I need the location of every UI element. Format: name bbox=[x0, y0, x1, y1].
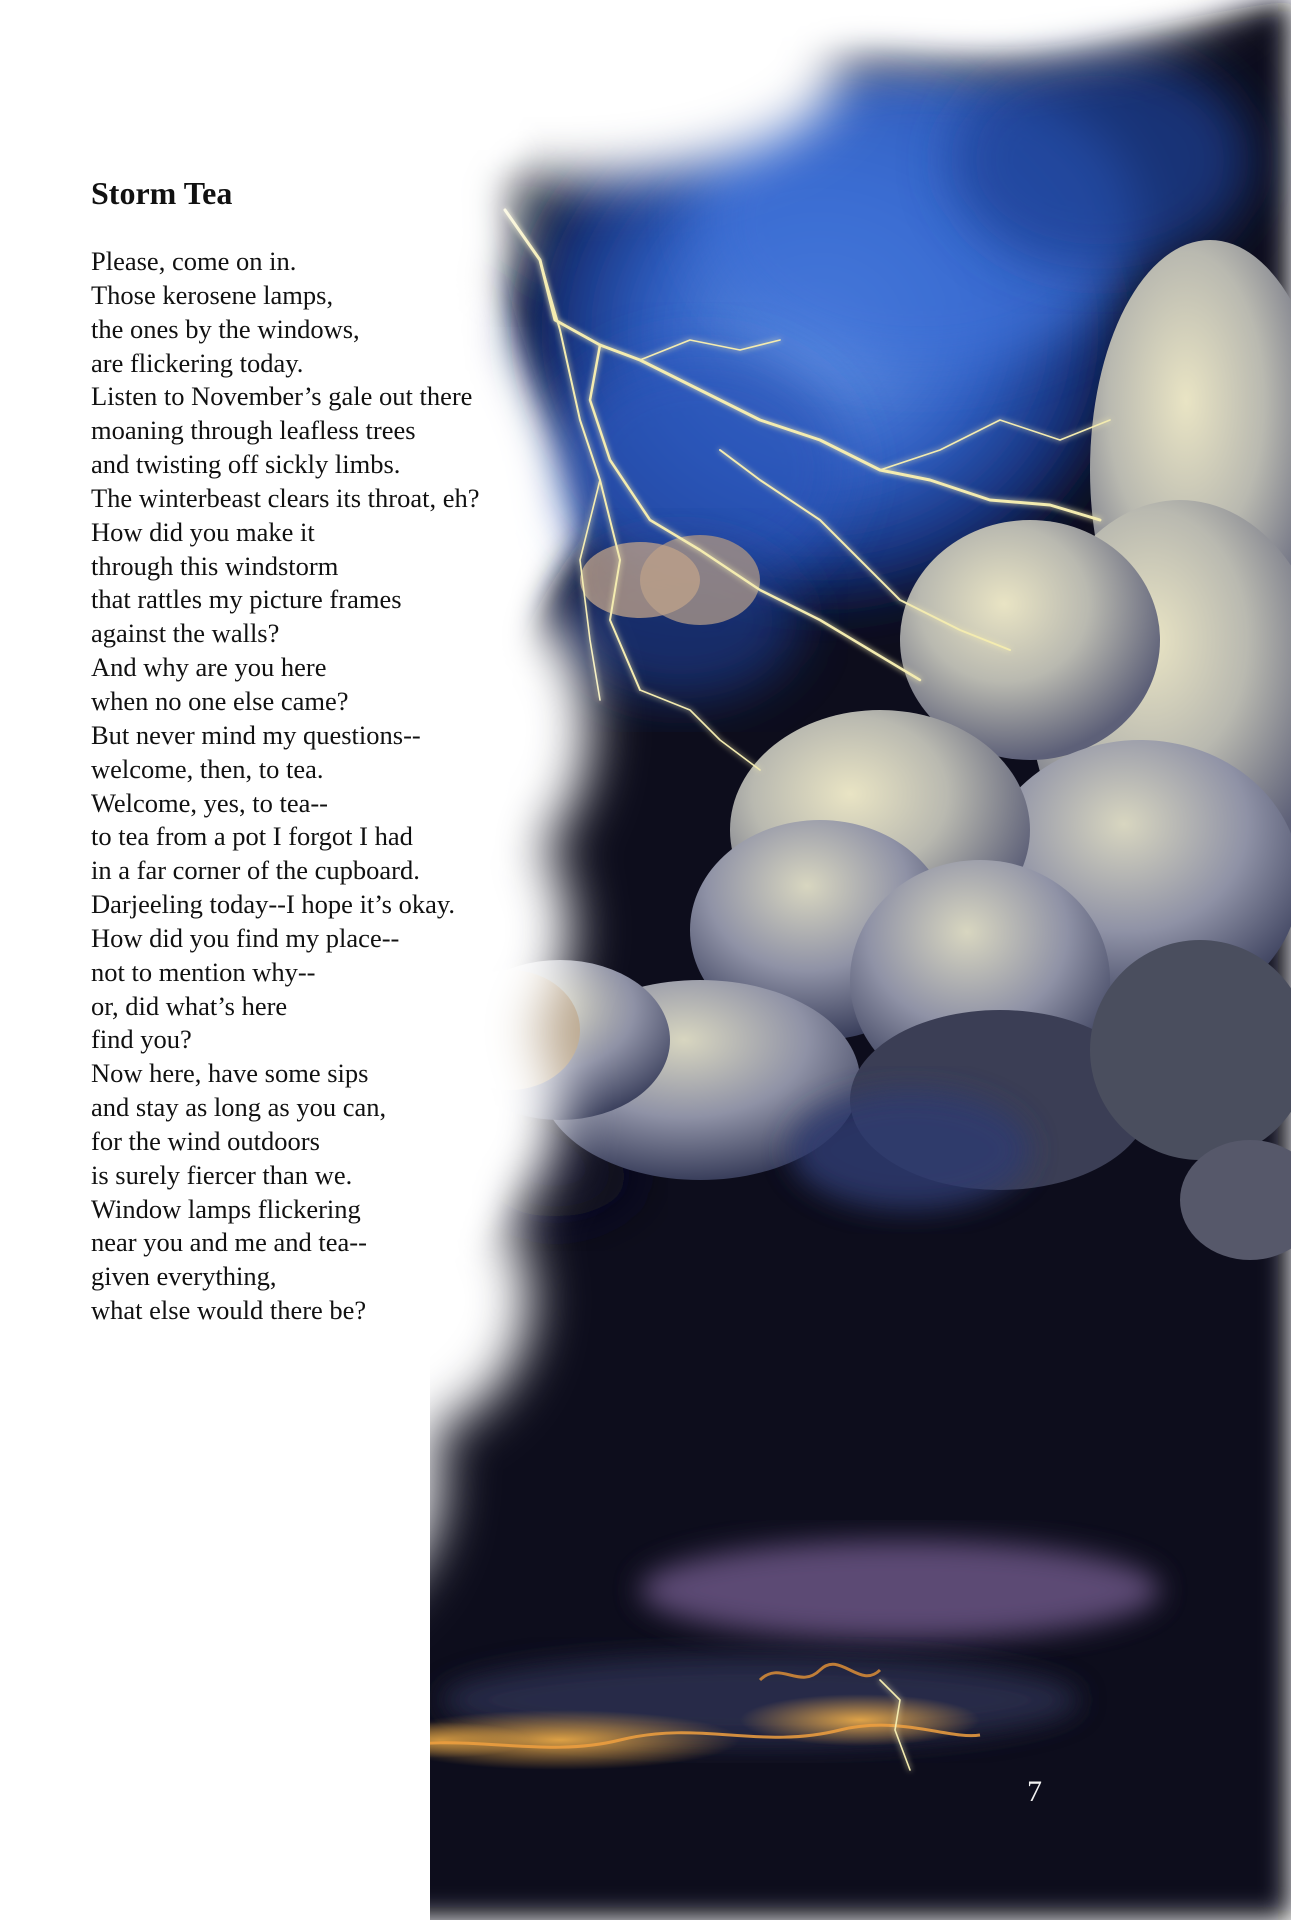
poem-line: or, did what’s here bbox=[91, 990, 288, 1021]
poem-line: Welcome, yes, to tea-- bbox=[91, 787, 328, 818]
poem-line: Those kerosene lamps, bbox=[91, 279, 334, 310]
poem-line: Window lamps flickering bbox=[91, 1193, 361, 1224]
poem-line: And why are you here bbox=[91, 652, 327, 683]
poem-line: to tea from a pot I forgot I had bbox=[91, 821, 413, 852]
poem-line: Please, come on in. bbox=[91, 246, 297, 276]
poem-line: near you and me and tea-- bbox=[91, 1227, 367, 1258]
poem-line: The winterbeast clears its throat, eh? bbox=[91, 482, 480, 513]
poem-line: not to mention why-- bbox=[91, 956, 316, 987]
poem-line: in a far corner of the cupboard. bbox=[91, 855, 420, 886]
poem-line: Now here, have some sips bbox=[91, 1058, 369, 1089]
poem-line: moaning through leafless trees bbox=[91, 415, 416, 446]
poem-line: is surely fiercer than we. bbox=[91, 1159, 353, 1190]
poem-line: find you? bbox=[91, 1024, 192, 1055]
poem-line: are flickering today. bbox=[91, 347, 304, 378]
poem-line: welcome, then, to tea. bbox=[91, 753, 324, 784]
poem-line: that rattles my picture frames bbox=[91, 584, 402, 615]
poem-line: and twisting off sickly limbs. bbox=[91, 449, 401, 480]
poem-line: Darjeeling today--I hope it’s okay. bbox=[91, 889, 456, 920]
poem-line: How did you make it bbox=[91, 516, 315, 547]
poem-line: and stay as long as you can, bbox=[91, 1092, 387, 1123]
poem-line: what else would there be? bbox=[91, 1295, 367, 1326]
page-number: 7 bbox=[1027, 1775, 1042, 1808]
poem-line: for the wind outdoors bbox=[91, 1125, 320, 1156]
poem-body bbox=[91, 245, 480, 1328]
poem-line: the ones by the windows, bbox=[91, 313, 360, 344]
poem-title: Storm Tea bbox=[91, 175, 233, 211]
poem-line: against the walls? bbox=[91, 618, 280, 649]
poem-line: through this windstorm bbox=[91, 550, 339, 581]
poem-line: given everything, bbox=[91, 1261, 277, 1292]
poem-line: Listen to November’s gale out there bbox=[91, 381, 473, 412]
poem-line: when no one else came? bbox=[91, 685, 349, 716]
poem-line: But never mind my questions-- bbox=[91, 719, 421, 750]
poem-line: How did you find my place-- bbox=[91, 922, 400, 953]
